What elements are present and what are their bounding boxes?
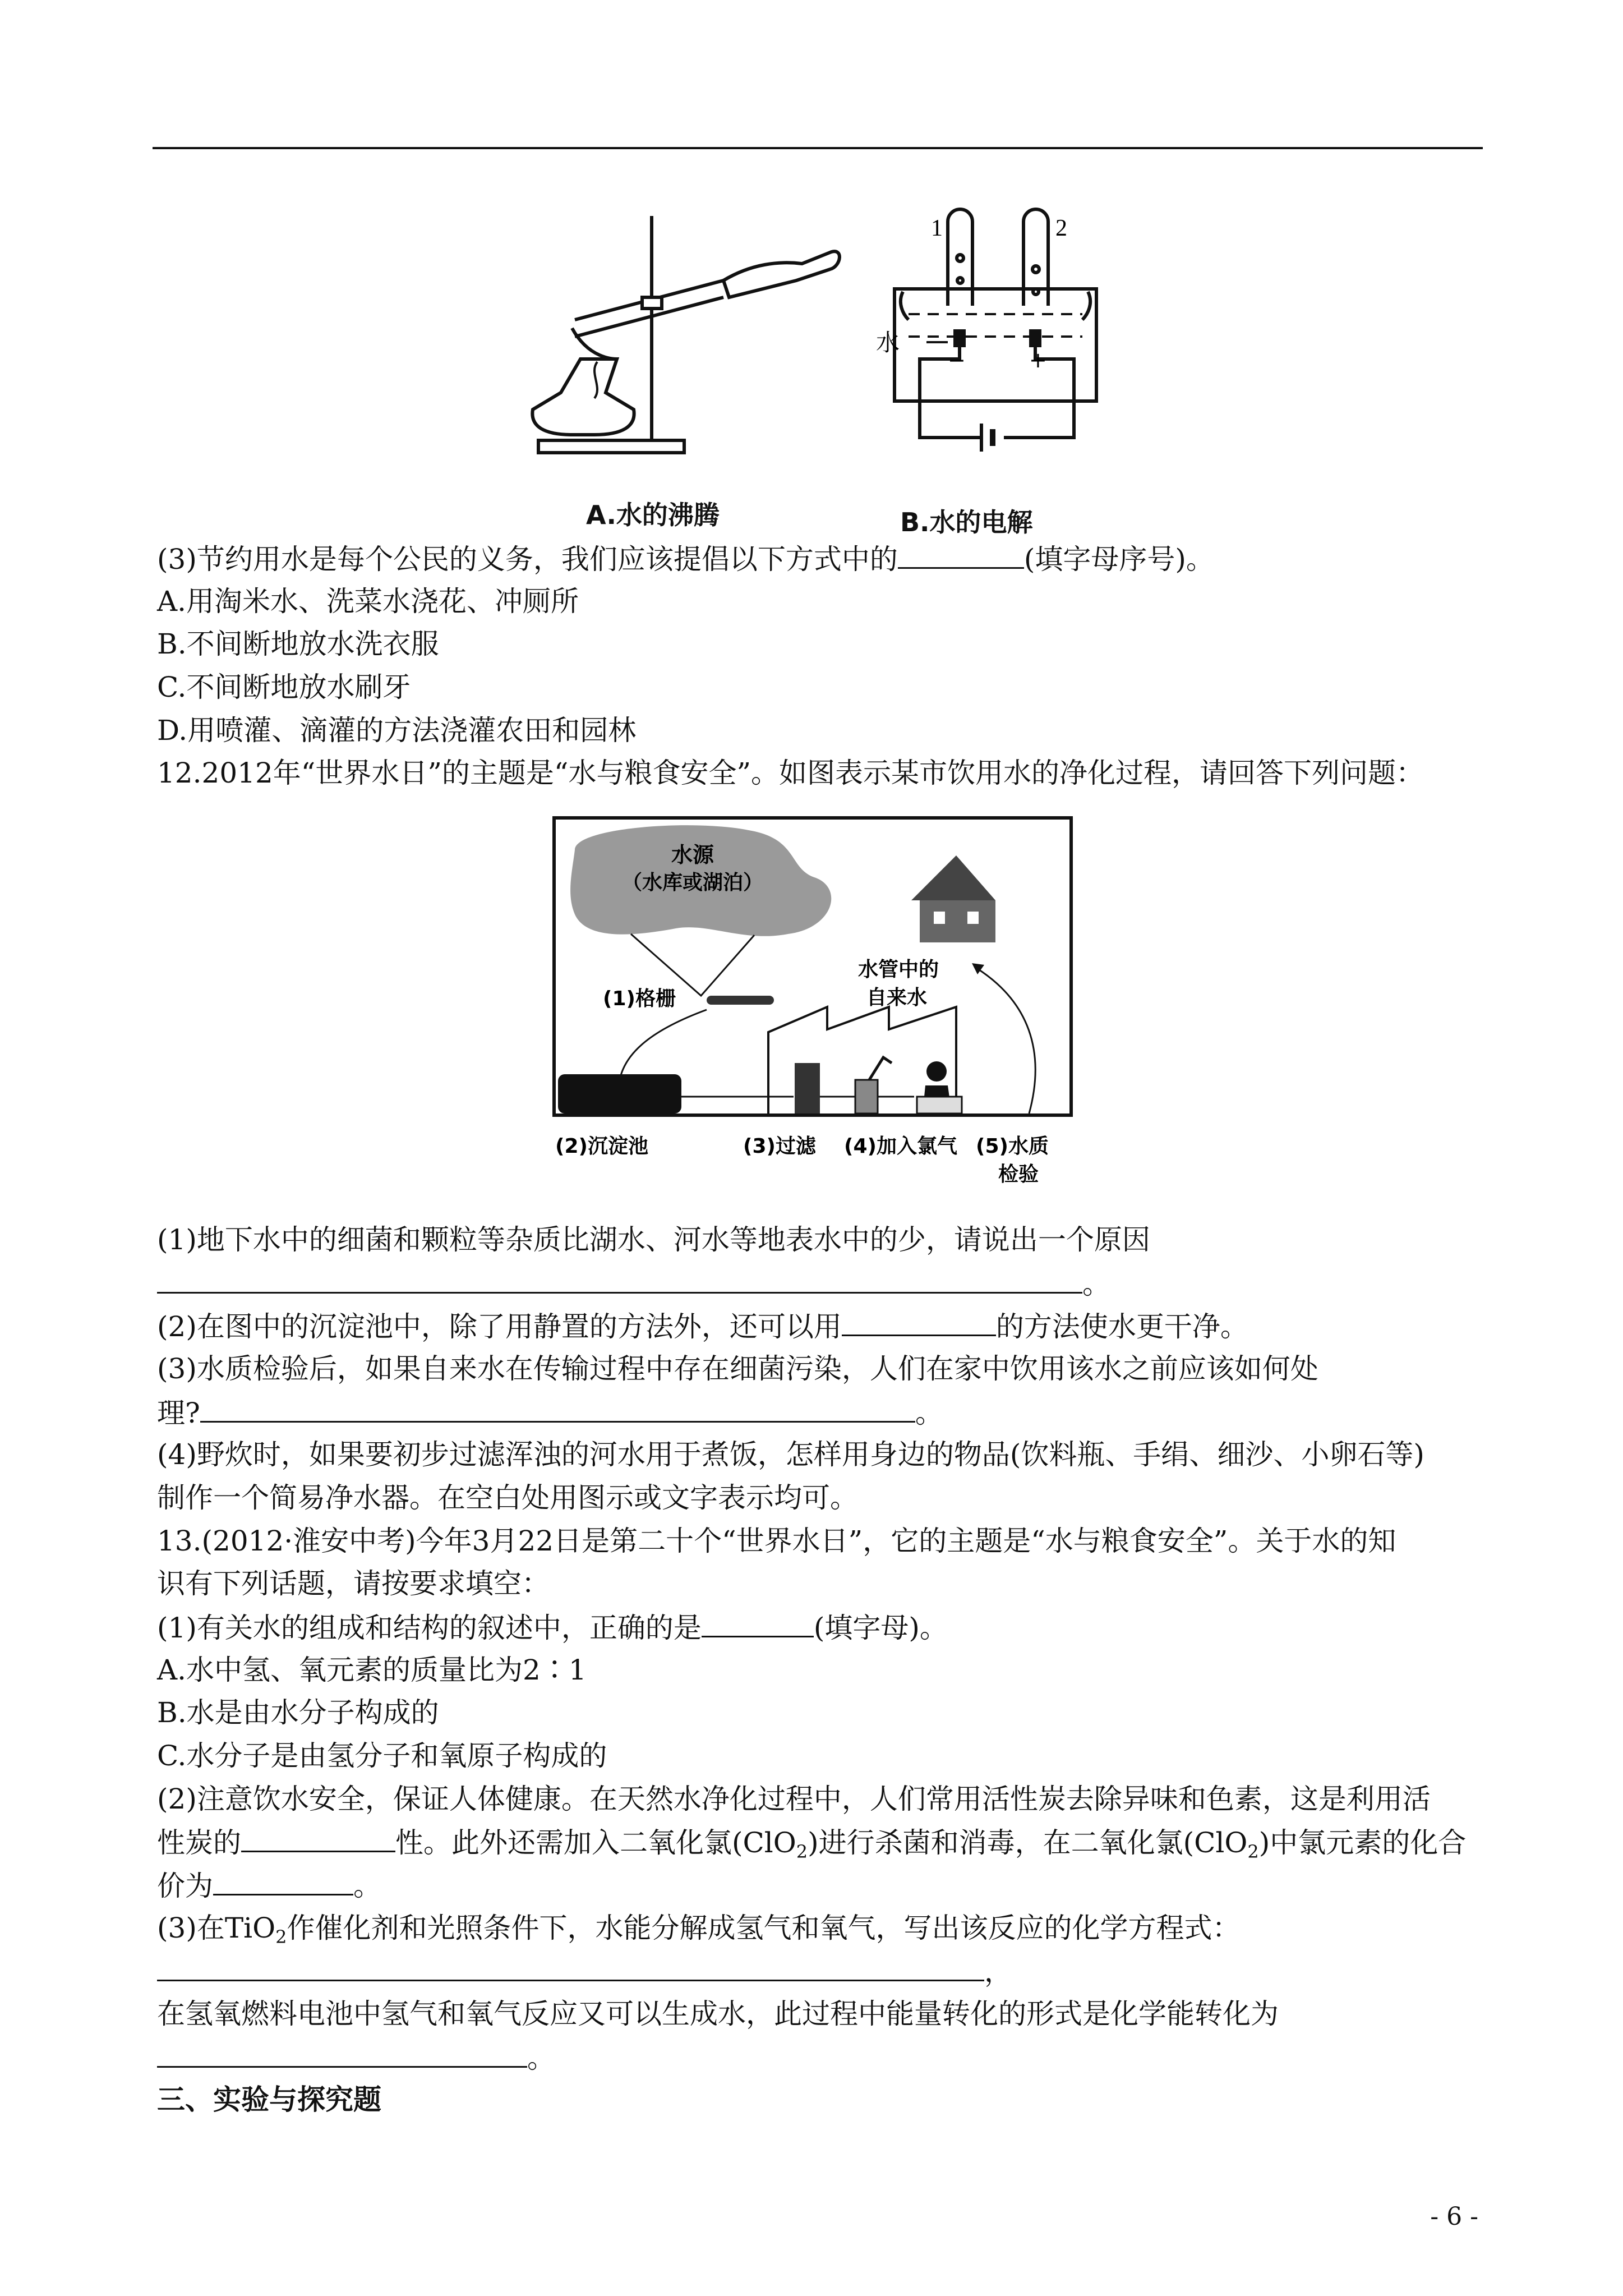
figure-water-experiments	[0, 0, 1623, 539]
q11-option-d: D.用喷灌、滴灌的方法浇灌农田和园林	[157, 714, 637, 747]
step2-label: (2)沉淀池	[555, 1135, 648, 1158]
water-label: 水	[876, 329, 900, 356]
tap-label: 水管中的	[858, 958, 939, 981]
step5-sublabel: 检验	[998, 1163, 1039, 1186]
step4-label: (4)加入氯气	[844, 1135, 957, 1158]
source-label: 水源	[671, 843, 714, 867]
source-sublabel: （水库或湖泊）	[621, 871, 764, 894]
q11-option-c: C.不间断地放水刷牙	[157, 671, 411, 703]
q13-part3-cont: 在氢氧燃料电池中氢气和氧气反应又可以生成水，此过程中能量转化的形式是化学能转化为	[157, 1998, 1279, 2030]
q12-part1-answer: 。	[157, 1266, 1110, 1301]
q13-part2: (2)注意饮水安全，保证人体健康。在天然水净化过程中，人们常用活性炭去除异味和色素，这是利用活	[157, 1783, 1431, 1815]
step3-label: (3)过滤	[743, 1135, 816, 1158]
q13-stem: 13.(2012·淮安中考)今年3月22日是第二十个“世界水日”，它的主题是“水与粮食安全”。关于水的知	[157, 1525, 1396, 1557]
q13-part1: (1)有关水的组成和结构的叙述中，正确的是 (填字母)。	[157, 1610, 948, 1645]
q13-part3: (3)在TiO$_2$作催化剂和光照条件下，水能分解成氢气和氧气，写出该反应的化学方程式：	[157, 1912, 1241, 1948]
chlorine-tank-icon	[855, 1080, 878, 1114]
q13-part3-answer2: 。	[157, 2040, 555, 2075]
minus-label: −	[948, 348, 966, 372]
q13-part3-answer: ，	[157, 1954, 1012, 1989]
answer-blank[interactable]	[157, 1954, 984, 1981]
plus-label: +	[1029, 348, 1047, 372]
answer-blank[interactable]	[842, 1309, 996, 1336]
tap-sublabel: 自来水	[866, 986, 928, 1009]
q12-stem: 12.2012年“世界水日”的主题是“水与粮食安全”。如图表示某市饮用水的净化过程，请回答下列问题：	[157, 757, 1424, 789]
caption-electrolysis: B.水的电解	[900, 507, 1033, 537]
boiling-apparatus-illustration	[532, 216, 840, 453]
q12-part3-answer: 理? 。	[157, 1395, 943, 1430]
answer-blank[interactable]	[213, 1868, 353, 1895]
step5-label: (5)水质	[976, 1135, 1049, 1158]
answer-blank[interactable]	[157, 2040, 527, 2068]
q12-part3: (3)水质检验后，如果自来水在传输过程中存在细菌污染，人们在家中饮用该水之前应该如何处	[157, 1352, 1318, 1385]
q13-option-a: A.水中氢、氧元素的质量比为2∶1	[157, 1654, 587, 1686]
figure-water-purification	[552, 816, 1080, 1231]
tube2-label: 2	[1055, 215, 1067, 241]
q13-option-c: C.水分子是由氢分子和氧原子构成的	[157, 1740, 607, 1772]
step1-label: (1)格栅	[603, 987, 676, 1010]
q13-part2-cont: 性炭的 性。此外还需加入二氧化氯(ClO$_2$)进行杀菌和消毒，在二氧化氯(ClO$_2$)中氯元素的化合	[157, 1825, 1466, 1869]
caption-boiling: A.水的沸腾	[586, 500, 720, 530]
q13-stem-cont: 识有下列话题，请按要求填空：	[157, 1567, 550, 1600]
q11-option-b: B.不间断地放水洗衣服	[157, 628, 439, 660]
answer-blank[interactable]	[157, 1266, 1082, 1294]
answer-blank[interactable]	[702, 1610, 814, 1637]
q13-part2-end: 价为 。	[157, 1868, 381, 1903]
q13-option-b: B.水是由水分子构成的	[157, 1696, 439, 1729]
electrolysis-apparatus-illustration	[895, 209, 1096, 452]
tube1-label: 1	[931, 215, 943, 241]
answer-blank[interactable]	[898, 541, 1024, 569]
answer-blank[interactable]	[200, 1395, 915, 1423]
page-number: - 6 -	[1430, 2202, 1478, 2231]
sedimentation-tank-icon	[558, 1074, 681, 1114]
q12-part2: (2)在图中的沉淀池中，除了用静置的方法外，还可以用 的方法使水更干净。	[157, 1309, 1248, 1343]
q11-option-a: A.用淘米水、洗菜水浇花、冲厕所	[157, 585, 579, 618]
grate-icon	[707, 996, 774, 1005]
q12-part1: (1)地下水中的细菌和颗粒等杂质比湖水、河水等地表水中的少，请说出一个原因	[157, 1223, 1150, 1256]
answer-blank[interactable]	[241, 1825, 395, 1852]
q12-part4: (4)野炊时，如果要初步过滤浑浊的河水用于煮饭，怎样用身边的物品(饮料瓶、手绢、细沙、小卵石等)	[157, 1438, 1424, 1471]
q11-part3-stem: (3)节约用水是每个公民的义务，我们应该提倡以下方式中的 (填字母序号)。	[157, 541, 1214, 576]
q12-part4-cont: 制作一个简易净水器。在空白处用图示或文字表示均可。	[157, 1481, 858, 1514]
filter-icon	[795, 1063, 820, 1114]
section-heading: 三、实验与探究题	[157, 2083, 381, 2116]
